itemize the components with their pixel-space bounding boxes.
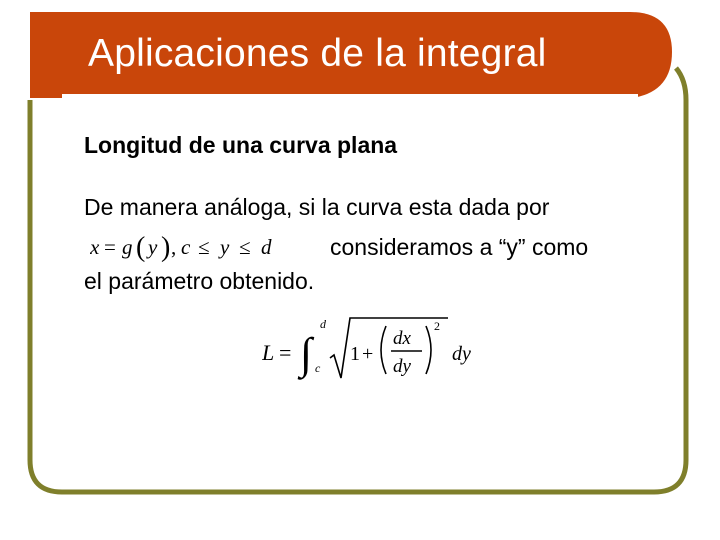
body-line-3: el parámetro obtenido. bbox=[84, 268, 315, 294]
svg-text:≤: ≤ bbox=[198, 235, 210, 259]
body-line-2: consideramos a “y” como bbox=[330, 234, 589, 260]
svg-text:+: + bbox=[362, 343, 374, 365]
svg-text:c: c bbox=[315, 361, 321, 375]
svg-text:∫: ∫ bbox=[300, 329, 313, 378]
svg-text:c: c bbox=[181, 235, 191, 259]
svg-text:2: 2 bbox=[434, 319, 440, 333]
svg-text:x: x bbox=[90, 235, 100, 259]
svg-text:=: = bbox=[279, 340, 292, 365]
body-line-1: De manera análoga, si la curva esta dada por bbox=[84, 194, 550, 220]
svg-text:d: d bbox=[261, 235, 272, 259]
svg-text:dx: dx bbox=[393, 328, 411, 349]
arc-length-formula bbox=[262, 312, 482, 388]
svg-text:y: y bbox=[148, 235, 158, 259]
title-underline bbox=[62, 94, 638, 98]
svg-text:,: , bbox=[171, 235, 177, 259]
svg-text:dy: dy bbox=[452, 343, 471, 365]
slide-title: Aplicaciones de la integral bbox=[88, 32, 547, 75]
svg-text:(: ( bbox=[136, 232, 146, 263]
svg-text:g: g bbox=[122, 235, 133, 259]
inline-formula bbox=[90, 230, 300, 264]
svg-text:1: 1 bbox=[350, 343, 360, 365]
svg-text:dy: dy bbox=[393, 356, 411, 377]
svg-text:y: y bbox=[220, 235, 230, 259]
svg-text:≤: ≤ bbox=[239, 235, 251, 259]
svg-text:L: L bbox=[262, 340, 275, 365]
svg-text:d: d bbox=[320, 317, 326, 331]
svg-text:): ) bbox=[161, 232, 171, 263]
section-heading: Longitud de una curva plana bbox=[84, 132, 398, 158]
svg-text:=: = bbox=[104, 235, 116, 259]
